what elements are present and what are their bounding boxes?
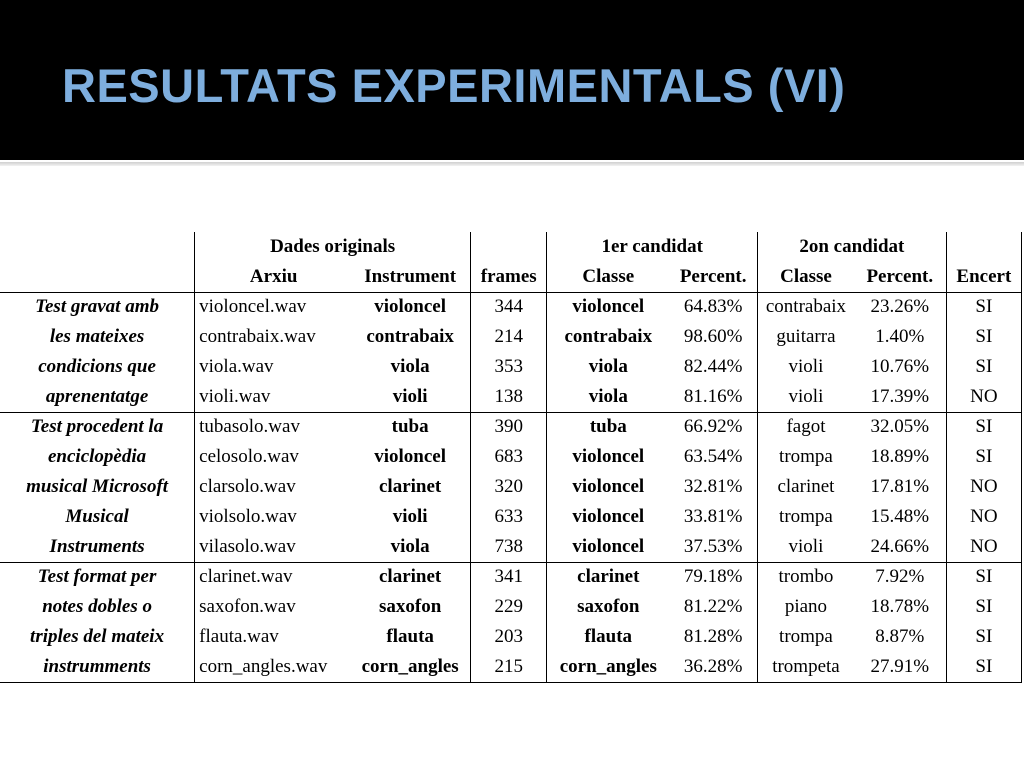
header-percent-2: Percent. — [854, 262, 946, 292]
cell-instrument: viola — [390, 535, 430, 557]
table-row — [0, 592, 1022, 622]
table-row — [0, 292, 1022, 322]
header-instrument: Instrument — [350, 262, 470, 292]
group-label-line: Instruments — [49, 535, 145, 557]
table-row — [0, 352, 1022, 382]
cell-percent-2: 24.66% — [870, 535, 930, 557]
cell-classe-1: flauta — [547, 622, 669, 652]
cell-arxiu: vilasolo.wav — [195, 532, 351, 562]
cell-percent-1: 63.54% — [683, 446, 743, 467]
header-empty-cell — [0, 232, 195, 262]
cell-percent-2: 17.39% — [870, 385, 930, 407]
cell-arxiu: flauta.wav — [195, 622, 351, 652]
cell-frames: 320 — [471, 472, 547, 502]
cell-instrument: viola — [390, 356, 430, 377]
cell-classe-1: tuba — [547, 412, 669, 442]
table-row — [0, 562, 1022, 592]
cell-percent-1: 32.81% — [683, 476, 743, 497]
cell-percent-2: 27.91% — [854, 652, 946, 682]
table-row — [0, 382, 1022, 412]
cell-frames: 138 — [471, 382, 547, 412]
cell-classe-2: trompa — [758, 502, 854, 532]
header-encert: Encert — [946, 262, 1021, 292]
cell-percent-1: 64.83% — [683, 296, 743, 318]
cell-percent-2: 8.87% — [875, 626, 925, 647]
cell-classe-2: trompa — [758, 622, 854, 652]
cell-frames: 344 — [471, 292, 547, 322]
cell-arxiu: clarinet.wav — [195, 562, 351, 592]
table-row — [0, 442, 1022, 472]
cell-classe-2: violi — [758, 532, 854, 562]
cell-classe-1: violoncel — [547, 532, 669, 562]
table-row — [0, 472, 1022, 502]
cell-percent-1: 37.53% — [683, 535, 743, 557]
cell-classe-1: violoncel — [547, 472, 669, 502]
cell-instrument: clarinet — [350, 562, 470, 592]
cell-encert: SI — [946, 412, 1021, 442]
cell-percent-2: 17.81% — [870, 476, 930, 497]
cell-frames: 229 — [471, 592, 547, 622]
header-dades-originals: Dades originals — [195, 232, 471, 262]
cell-classe-2: clarinet — [758, 472, 854, 502]
results-table-body — [0, 232, 1022, 682]
cell-classe-2: guitarra — [758, 322, 854, 352]
cell-classe-1: contrabaix — [547, 322, 669, 352]
group-label-line: Test gravat amb — [35, 296, 159, 318]
table-row — [0, 502, 1022, 532]
cell-percent-1: 81.22% — [683, 596, 743, 617]
cell-percent-2: 18.78% — [870, 596, 930, 617]
cell-encert: SI — [946, 562, 1021, 592]
cell-percent-2: 10.76% — [870, 356, 930, 377]
cell-classe-2: trompeta — [758, 652, 854, 682]
cell-classe-2: trombo — [758, 562, 854, 592]
cell-instrument: violoncel — [374, 446, 447, 467]
cell-classe-2: violi — [758, 382, 854, 412]
slide-title: RESULTATS EXPERIMENTALS (VI) — [62, 59, 846, 112]
cell-classe-1: violoncel — [547, 502, 669, 532]
group-label-line: aprenentatge — [45, 385, 149, 407]
cell-arxiu: violi.wav — [195, 382, 351, 412]
cell-frames: 215 — [471, 652, 547, 682]
cell-percent-1: 66.92% — [669, 412, 757, 442]
header-2on-candidat: 2on candidat — [758, 232, 947, 262]
cell-encert: NO — [946, 472, 1021, 502]
cell-arxiu: clarsolo.wav — [195, 472, 351, 502]
cell-percent-1: 33.81% — [683, 506, 743, 527]
cell-encert: SI — [946, 352, 1021, 382]
cell-encert: SI — [946, 322, 1021, 352]
header-classe-1: Classe — [547, 262, 669, 292]
cell-classe-1: corn_angles — [547, 652, 669, 682]
cell-encert: SI — [946, 442, 1021, 472]
header-1er-candidat: 1er candidat — [547, 232, 758, 262]
cell-instrument: violi — [392, 385, 428, 407]
group-label-line: Musical — [65, 506, 129, 527]
cell-percent-2: 7.92% — [854, 562, 946, 592]
table-row — [0, 322, 1022, 352]
cell-instrument: contrabaix — [366, 326, 454, 347]
cell-instrument: flauta — [386, 626, 434, 647]
cell-frames: 341 — [471, 562, 547, 592]
group-label-line: Test format per — [0, 562, 195, 592]
group-label-line: musical Microsoft — [26, 476, 169, 497]
cell-encert: NO — [946, 532, 1021, 562]
table-row — [0, 412, 1022, 442]
cell-arxiu: viola.wav — [195, 352, 351, 382]
cell-arxiu: tubasolo.wav — [195, 412, 351, 442]
group-label-line: instrumments — [0, 652, 195, 682]
cell-percent-2: 23.26% — [870, 296, 930, 318]
cell-frames: 214 — [471, 322, 547, 352]
table-row — [0, 622, 1022, 652]
cell-classe-1: viola — [547, 352, 669, 382]
cell-arxiu: violsolo.wav — [195, 502, 351, 532]
group-label-line: les mateixes — [49, 326, 145, 347]
cell-classe-2: violi — [758, 352, 854, 382]
cell-percent-1: 81.28% — [683, 626, 743, 647]
cell-encert: NO — [946, 502, 1021, 532]
header-empty-cell — [946, 232, 1021, 262]
cell-arxiu: violoncel.wav — [195, 292, 351, 322]
cell-arxiu: corn_angles.wav — [195, 652, 351, 682]
header-empty-cell — [471, 232, 547, 262]
cell-frames: 633 — [471, 502, 547, 532]
cell-percent-1: 81.16% — [683, 385, 743, 407]
header-percent-1: Percent. — [669, 262, 757, 292]
cell-instrument: tuba — [350, 412, 470, 442]
cell-encert: NO — [946, 382, 1021, 412]
table-row — [0, 532, 1022, 562]
cell-percent-2: 15.48% — [870, 506, 930, 527]
cell-frames: 353 — [471, 352, 547, 382]
cell-percent-1: 82.44% — [683, 356, 743, 377]
cell-classe-1: violoncel — [547, 292, 669, 322]
cell-frames: 390 — [471, 412, 547, 442]
header-empty-cell — [0, 262, 195, 292]
cell-percent-1: 79.18% — [669, 562, 757, 592]
cell-instrument: violoncel — [374, 296, 447, 318]
cell-percent-2: 32.05% — [854, 412, 946, 442]
cell-classe-1: saxofon — [547, 592, 669, 622]
cell-instrument: corn_angles — [350, 652, 470, 682]
cell-encert: SI — [946, 622, 1021, 652]
group-label-line: enciclopèdia — [48, 446, 147, 467]
header-frames: frames — [471, 262, 547, 292]
cell-classe-1: violoncel — [547, 442, 669, 472]
group-label-line: notes dobles o — [42, 596, 152, 617]
cell-classe-2: contrabaix — [758, 292, 854, 322]
cell-arxiu: saxofon.wav — [195, 592, 351, 622]
cell-percent-2: 1.40% — [875, 326, 925, 347]
cell-instrument: violi — [392, 506, 428, 527]
header-arxiu: Arxiu — [195, 262, 351, 292]
cell-classe-1: viola — [547, 382, 669, 412]
header-row-1 — [0, 232, 1022, 262]
cell-frames: 738 — [471, 532, 547, 562]
cell-arxiu: celosolo.wav — [195, 442, 351, 472]
table-row — [0, 652, 1022, 682]
title-divider — [0, 162, 1024, 166]
group-label-line: triples del mateix — [30, 626, 165, 647]
cell-frames: 683 — [471, 442, 547, 472]
cell-classe-2: trompa — [758, 442, 854, 472]
header-row-2 — [0, 262, 1022, 292]
group-label-line: condicions que — [38, 356, 156, 377]
title-bar — [0, 0, 1024, 160]
cell-instrument: clarinet — [379, 476, 442, 497]
cell-percent-1: 98.60% — [683, 326, 743, 347]
group-label-line: Test procedent la — [0, 412, 195, 442]
header-classe-2: Classe — [758, 262, 854, 292]
cell-arxiu: contrabaix.wav — [195, 322, 351, 352]
cell-classe-1: clarinet — [547, 562, 669, 592]
cell-instrument: saxofon — [378, 596, 442, 617]
cell-frames: 203 — [471, 622, 547, 652]
cell-classe-2: piano — [758, 592, 854, 622]
results-table — [0, 232, 1022, 683]
cell-encert: SI — [946, 652, 1021, 682]
cell-classe-2: fagot — [758, 412, 854, 442]
cell-percent-1: 36.28% — [669, 652, 757, 682]
cell-percent-2: 18.89% — [870, 446, 930, 467]
cell-encert: SI — [946, 292, 1021, 322]
cell-encert: SI — [946, 592, 1021, 622]
